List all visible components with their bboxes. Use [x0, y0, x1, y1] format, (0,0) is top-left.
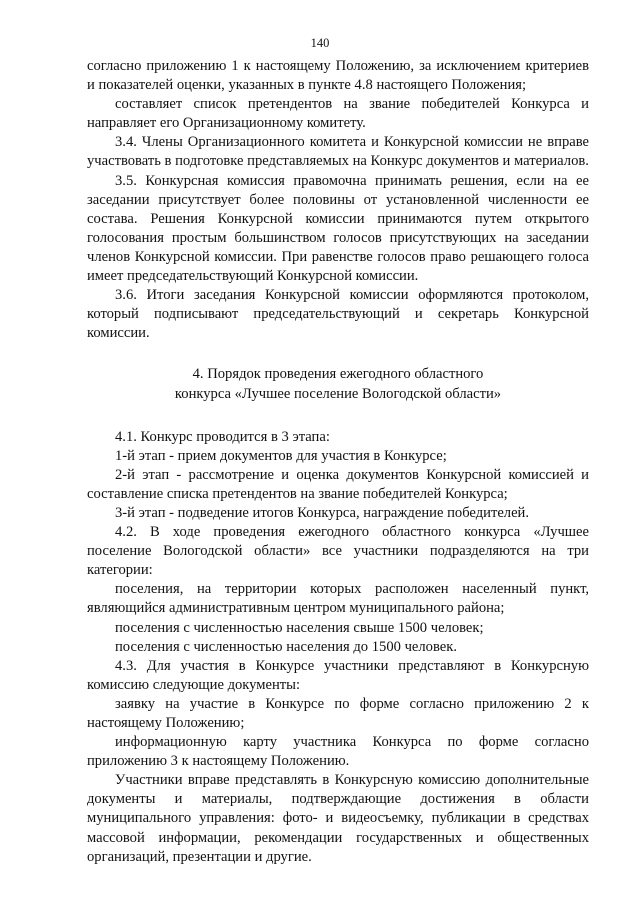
section-heading — [87, 365, 589, 403]
section-heading-line: конкурса «Лучшее поселение Вологодской области» — [174, 385, 502, 402]
section-heading-line: 4. Порядок проведения ежегодного областного — [192, 366, 484, 383]
document-body — [87, 57, 589, 867]
paragraph: Участники вправе представлять в Конкурсную комиссию дополнительные документы и материалы, подтверждающие достижения в области муниципального управления: фото- и видеосъемку, публикации в средствах массовой информации, рекомендации государственных и общественных организаций, презентации и другие. — [87, 772, 589, 865]
paragraph: заявку на участие в Конкурсе по форме согласно приложению 2 к настоящему Положению; — [87, 695, 589, 731]
paragraph: поселения с численностью населения до 1500 человек. — [115, 638, 457, 655]
paragraph: 4.3. Для участия в Конкурсе участники представляют в Конкурсную комиссию следующие документы: — [87, 657, 589, 693]
paragraph: 3.5. Конкурсная комиссия правомочна принимать решения, если на ее заседании присутствует более половины от установленной численности ее состава. Решения Конкурсной комиссии принимаются путем открытого голосования простым большинством голосов присутствующих на заседании членов Конкурсной комиссии. При равенстве голосов право решающего голоса имеет председательствующий Конкурсной комиссии. — [87, 172, 589, 285]
paragraph: 4.1. Конкурс проводится в 3 этапа: — [115, 428, 330, 445]
paragraph: составляет список претендентов на звание победителей Конкурса и направляет его Организационному комитету. — [87, 96, 589, 132]
paragraph: 3-й этап - подведение итогов Конкурса, награждение победителей. — [115, 504, 530, 521]
page-number: 140 — [310, 36, 330, 50]
paragraph: 3.6. Итоги заседания Конкурсной комиссии оформляются протоколом, который подписывают председательствующий и секретарь Конкурсной комиссии. — [87, 287, 589, 342]
paragraph: согласно приложению 1 к настоящему Положению, за исключением критериев и показателей оценки, указанных в пункте 4.8 настоящего Положения; — [87, 58, 589, 94]
paragraph: поселения, на территории которых расположен населенный пункт, являющийся административным центром муниципального района; — [87, 581, 589, 617]
paragraph: поселения с численностью населения свыше 1500 человек; — [115, 619, 484, 636]
paragraph: 2-й этап - рассмотрение и оценка документов Конкурсной комиссией и составление списка претендентов на звание победителей Конкурса; — [87, 466, 589, 502]
paragraph: информационную карту участника Конкурса по форме согласно приложению 3 к настоящему Положению. — [87, 734, 589, 770]
paragraph: 1-й этап - прием документов для участия в Конкурсе; — [115, 447, 447, 464]
paragraph: 4.2. В ходе проведения ежегодного областного конкурса «Лучшее поселение Вологодской области» все участники подразделяются на три категории: — [87, 524, 589, 579]
paragraph: 3.4. Члены Организационного комитета и Конкурсной комиссии не вправе участвовать в подготовке представляемых на Конкурс документов и материалов. — [87, 134, 589, 170]
